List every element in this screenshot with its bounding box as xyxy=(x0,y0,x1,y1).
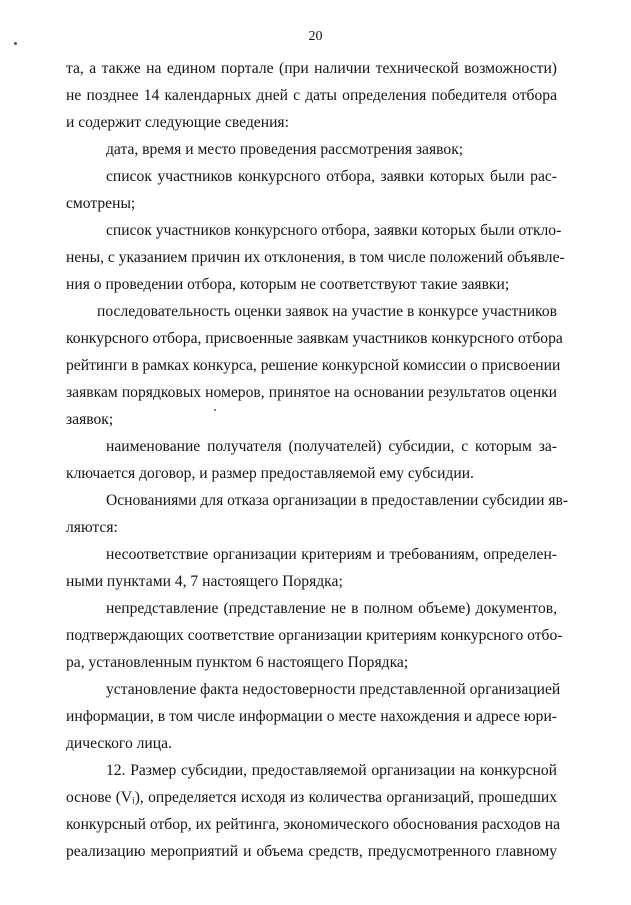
text-line: установление факта недостоверности представленной организацией xyxy=(106,681,561,698)
text-line: Основаниями для отказа организации в предоставлении субсидии яв- xyxy=(106,492,569,509)
text-line: непредставление (представление не в полном объеме) документов, xyxy=(106,600,557,617)
page-number: 20 xyxy=(308,29,323,44)
text-line: список участников конкурсного отбора, заявки которых были рас- xyxy=(106,168,557,185)
text-line: список участников конкурсного отбора, заявки которых были откло- xyxy=(106,222,562,239)
text-line: дата, время и место проведения рассмотрения заявок; xyxy=(106,141,464,158)
text-line: не позднее 14 календарных дней с даты определения победителя отбора xyxy=(66,87,557,104)
text-line: основе (Vᵢ), определяется исходя из количества организаций, прошедших xyxy=(66,789,557,806)
text-line: рейтинги в рамках конкурса, решение конкурсной комиссии о присвоении xyxy=(66,357,561,374)
text-line: нены, с указанием причин их отклонения, в том числе положений объявле- xyxy=(66,249,565,266)
text-line: реализацию мероприятий и объема средств, предусмотренного главному xyxy=(66,843,557,860)
text-line: ра, установленным пунктом 6 настоящего Порядка; xyxy=(66,654,409,671)
text-line: смотрены; xyxy=(66,195,136,212)
text-line: 12. Размер субсидии, предоставляемой организации на конкурсной xyxy=(106,762,557,779)
text-line: последовательность оценки заявок на участие в конкурсе участников xyxy=(97,303,557,320)
text-line: конкурсный отбор, их рейтинга, экономического обоснования расходов на xyxy=(66,816,561,833)
scan-speck xyxy=(214,409,216,411)
text-line: та, а также на едином портале (при наличии технической возможности) xyxy=(66,60,557,77)
text-line: ния о проведении отбора, которым не соответствуют такие заявки; xyxy=(66,276,510,293)
text-line: информации, в том числе информации о месте нахождения и адресе юри- xyxy=(66,708,557,725)
text-line: дического лица. xyxy=(66,735,172,752)
text-line: заявок; xyxy=(66,411,114,428)
text-line: ляются: xyxy=(66,519,118,536)
text-line: конкурсного отбора, присвоенные заявкам участников конкурсного отбора xyxy=(66,330,563,347)
text-line: несоответствие организации критериям и требованиям, определен- xyxy=(106,546,557,563)
text-line: наименование получателя (получателей) субсидии, с которым за- xyxy=(106,438,557,455)
text-line: ключается договор, и размер предоставляемой ему субсидии. xyxy=(66,465,474,482)
scan-speck xyxy=(14,42,17,45)
text-line: заявкам порядковых номеров, принятое на основании результатов оценки xyxy=(66,384,557,401)
text-line: ными пунктами 4, 7 настоящего Порядка; xyxy=(66,573,343,590)
text-line: подтверждающих соответствие организации критериям конкурсного отбо- xyxy=(66,627,563,644)
text-line: и содержит следующие сведения: xyxy=(66,114,289,131)
